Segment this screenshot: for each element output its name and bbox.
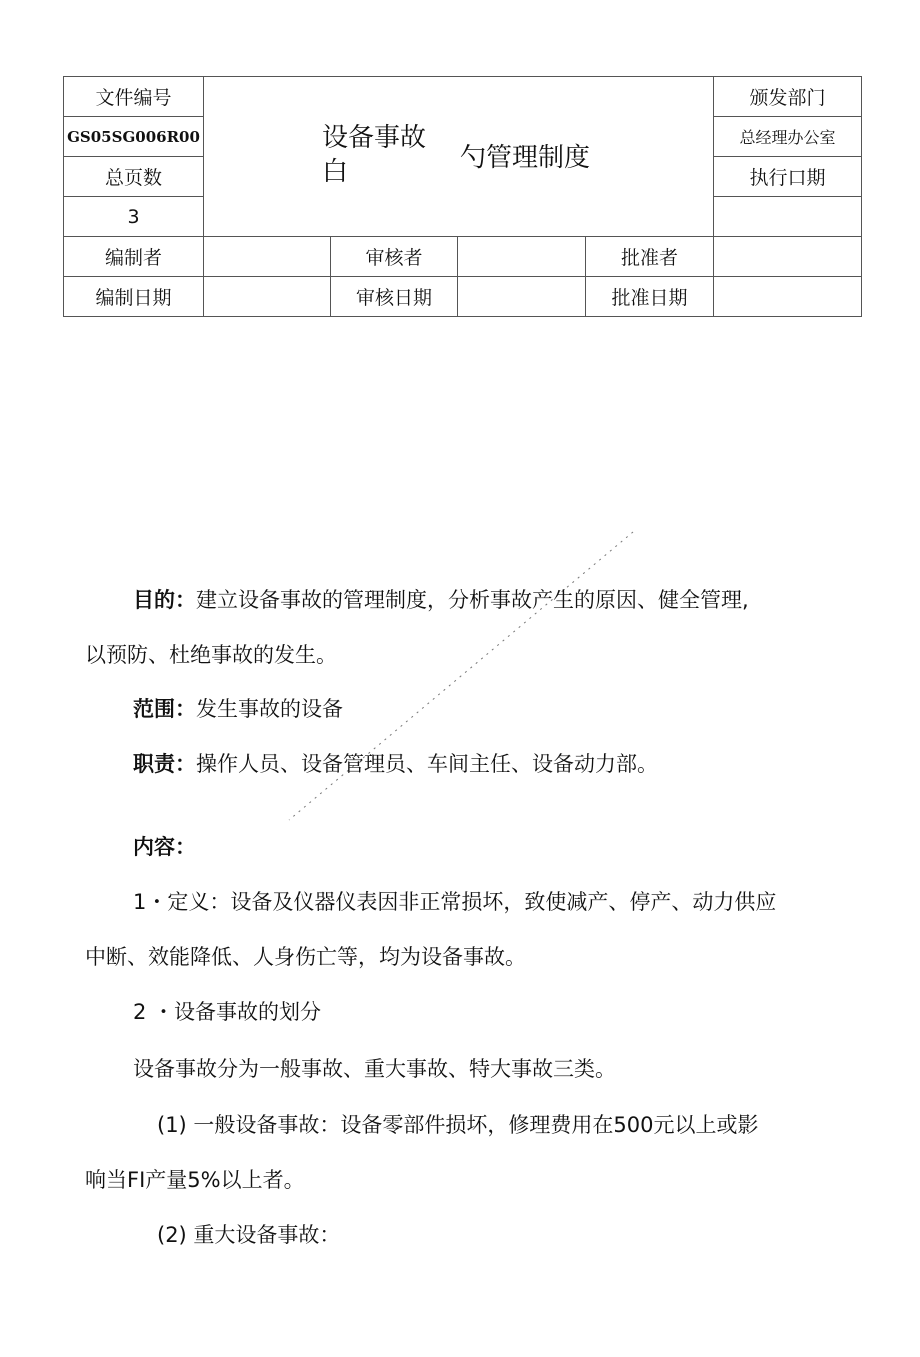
- compiler-value: [204, 237, 331, 277]
- item-1-continuation: 中断、效能降低、人身伤亡等，均为设备事故。: [85, 945, 526, 969]
- purpose-text: 建立设备事故的管理制度，分析事故产生的原因、健全管理,: [196, 588, 749, 612]
- issuing-dept-label: 颁发部门: [714, 77, 862, 117]
- exec-date-value: [714, 197, 862, 237]
- duty-label: 职责：: [133, 752, 196, 776]
- review-date-label: 审核日期: [331, 277, 458, 317]
- sub-item-2: (2) 重大设备事故：: [157, 1223, 341, 1247]
- approver-value: [714, 237, 862, 277]
- scope-paragraph: [133, 694, 343, 724]
- item-1: 1・定义：设备及仪器仪表因非正常损坏，致使减产、停产、动力供应: [133, 890, 777, 914]
- sub-item-1: (1) 一般设备事故：设备零部件损坏，修理费用在500元以上或影: [157, 1113, 759, 1137]
- file-number-label: 文件编号: [64, 77, 204, 117]
- approver-label: 批准者: [586, 237, 714, 277]
- review-date-value: [458, 277, 586, 317]
- purpose-label: 目的：: [133, 588, 196, 612]
- document-title: [204, 77, 714, 237]
- title-part-2: 勺管理制度: [460, 143, 591, 173]
- item-2: 2 ・设备事故的划分: [133, 1000, 322, 1024]
- total-pages-label: 总页数: [64, 157, 204, 197]
- content-heading: [133, 832, 196, 862]
- reviewer-value: [458, 237, 586, 277]
- issuing-dept-value: 总经理办公室: [714, 117, 862, 157]
- content-label: 内容：: [133, 835, 196, 859]
- duty-text: 操作人员、设备管理员、车间主任、设备动力部。: [196, 752, 658, 776]
- total-pages-value: 3: [64, 197, 204, 237]
- reviewer-label: 审核者: [331, 237, 458, 277]
- approve-date-value: [714, 277, 862, 317]
- duty-paragraph: [133, 749, 658, 779]
- purpose-paragraph: [133, 585, 749, 615]
- compiler-label: 编制者: [64, 237, 204, 277]
- scope-text: 发生事故的设备: [196, 697, 343, 721]
- approve-date-label: 批准日期: [586, 277, 714, 317]
- compile-date-value: [204, 277, 331, 317]
- dashed-diagonal-line: [285, 530, 645, 830]
- purpose-continuation: 以预防、杜绝事故的发生。: [85, 643, 337, 667]
- compile-date-label: 编制日期: [64, 277, 204, 317]
- exec-date-label: 执行口期: [714, 157, 862, 197]
- title-part-1: 设备事故 白: [322, 123, 427, 187]
- file-number-value: GS05SG006R00: [64, 117, 204, 157]
- sub-item-1-continuation: 响当FI产量5%以上者。: [85, 1168, 305, 1192]
- item-2-text: 设备事故分为一般事故、重大事故、特大事故三类。: [133, 1057, 616, 1081]
- scope-label: 范围：: [133, 697, 196, 721]
- document-header-table: [63, 76, 862, 317]
